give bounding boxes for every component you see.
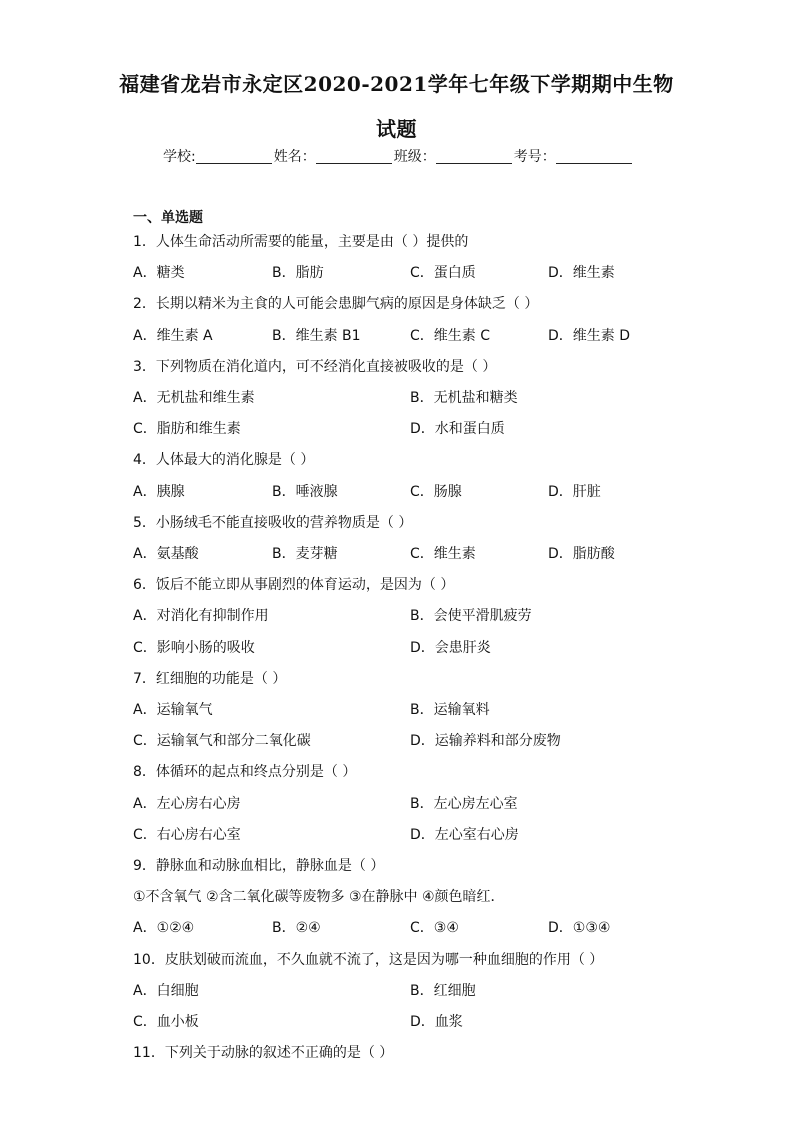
exam-number-label: 考号： bbox=[513, 149, 556, 165]
option-d: D．左心室右心房 bbox=[410, 827, 519, 843]
option-a: A．对消化有抑制作用 bbox=[133, 608, 269, 624]
option-d: D．血浆 bbox=[410, 1014, 463, 1030]
option-b: B．唾液腺 bbox=[272, 484, 338, 500]
option-b: B．运输氧料 bbox=[410, 702, 490, 718]
option-c: C．影响小肠的吸收 bbox=[133, 640, 255, 656]
option-d: D．会患肝炎 bbox=[410, 640, 491, 656]
question-stem: 2．长期以精米为主食的人可能会患脚气病的原因是身体缺乏（ ） bbox=[133, 296, 539, 312]
name-blank bbox=[316, 149, 392, 164]
question-stem: 7．红细胞的功能是（ ） bbox=[133, 671, 287, 687]
option-d: D．维生素 bbox=[548, 265, 615, 281]
question-statements: ①不含氧气 ②含二氧化碳等废物多 ③在静脉中 ④颜色暗红． bbox=[133, 889, 505, 905]
class-label: 班级： bbox=[393, 149, 436, 165]
option-b: B．脂肪 bbox=[272, 265, 324, 281]
option-a: A．左心房右心房 bbox=[133, 796, 241, 812]
option-a: A．运输氧气 bbox=[133, 702, 213, 718]
option-a: A．①②④ bbox=[133, 920, 195, 936]
option-a: A．糖类 bbox=[133, 265, 185, 281]
option-b: B．麦芽糖 bbox=[272, 546, 338, 562]
option-d: D．运输养料和部分废物 bbox=[410, 733, 561, 749]
question-stem: 8．体循环的起点和终点分别是（ ） bbox=[133, 764, 357, 780]
class-blank bbox=[436, 149, 512, 164]
exam-title-line2: 试题 bbox=[376, 117, 417, 141]
option-c: C．血小板 bbox=[133, 1014, 199, 1030]
question-stem: 11．下列关于动脉的叙述不正确的是（ ） bbox=[133, 1045, 394, 1061]
option-b: B．左心房左心室 bbox=[410, 796, 518, 812]
option-c: C．运输氧气和部分二氧化碳 bbox=[133, 733, 311, 749]
exam-title-line1: 福建省龙岩市永定区2020-2021学年七年级下学期期中生物 bbox=[119, 72, 674, 96]
option-b: B．会使平滑肌疲劳 bbox=[410, 608, 532, 624]
question-stem: 6．饭后不能立即从事剧烈的体育运动，是因为（ ） bbox=[133, 577, 455, 593]
option-c: C．右心房右心室 bbox=[133, 827, 241, 843]
option-c: C．③④ bbox=[410, 920, 459, 936]
option-b: B．无机盐和糖类 bbox=[410, 390, 518, 406]
option-b: B．红细胞 bbox=[410, 983, 476, 999]
option-b: B．维生素 B1 bbox=[272, 328, 361, 344]
option-d: D．①③④ bbox=[548, 920, 611, 936]
name-label: 姓名： bbox=[273, 149, 316, 165]
option-a: A．氨基酸 bbox=[133, 546, 199, 562]
option-d: D．肝脏 bbox=[548, 484, 601, 500]
option-a: A．胰腺 bbox=[133, 484, 185, 500]
question-stem: 5．小肠绒毛不能直接吸收的营养物质是（ ） bbox=[133, 515, 413, 531]
option-d: D．水和蛋白质 bbox=[410, 421, 505, 437]
question-stem: 1．人体生命活动所需要的能量，主要是由（ ）提供的 bbox=[133, 234, 469, 250]
option-c: C．蛋白质 bbox=[410, 265, 476, 281]
option-a: A．白细胞 bbox=[133, 983, 199, 999]
question-stem: 3．下列物质在消化道内，可不经消化直接被吸收的是（ ） bbox=[133, 359, 497, 375]
option-a: A．维生素 A bbox=[133, 328, 213, 344]
question-stem: 10．皮肤划破而流血，不久血就不流了，这是因为哪一种血细胞的作用（ ） bbox=[133, 952, 604, 968]
exam-number-blank bbox=[556, 149, 632, 164]
option-a: A．无机盐和维生素 bbox=[133, 390, 255, 406]
question-stem: 4．人体最大的消化腺是（ ） bbox=[133, 452, 315, 468]
option-c: C．维生素 bbox=[410, 546, 476, 562]
section-title: 一、单选题 bbox=[133, 210, 203, 226]
option-c: C．维生素 C bbox=[410, 328, 491, 344]
option-b: B．②④ bbox=[272, 920, 321, 936]
question-stem: 9．静脉血和动脉血相比，静脉血是（ ） bbox=[133, 858, 385, 874]
school-label: 学校: bbox=[163, 149, 196, 165]
option-d: D．脂肪酸 bbox=[548, 546, 615, 562]
school-blank bbox=[196, 149, 272, 164]
option-d: D．维生素 D bbox=[548, 328, 631, 344]
option-c: C．脂肪和维生素 bbox=[133, 421, 241, 437]
student-info-row bbox=[163, 146, 634, 166]
option-c: C．肠腺 bbox=[410, 484, 462, 500]
